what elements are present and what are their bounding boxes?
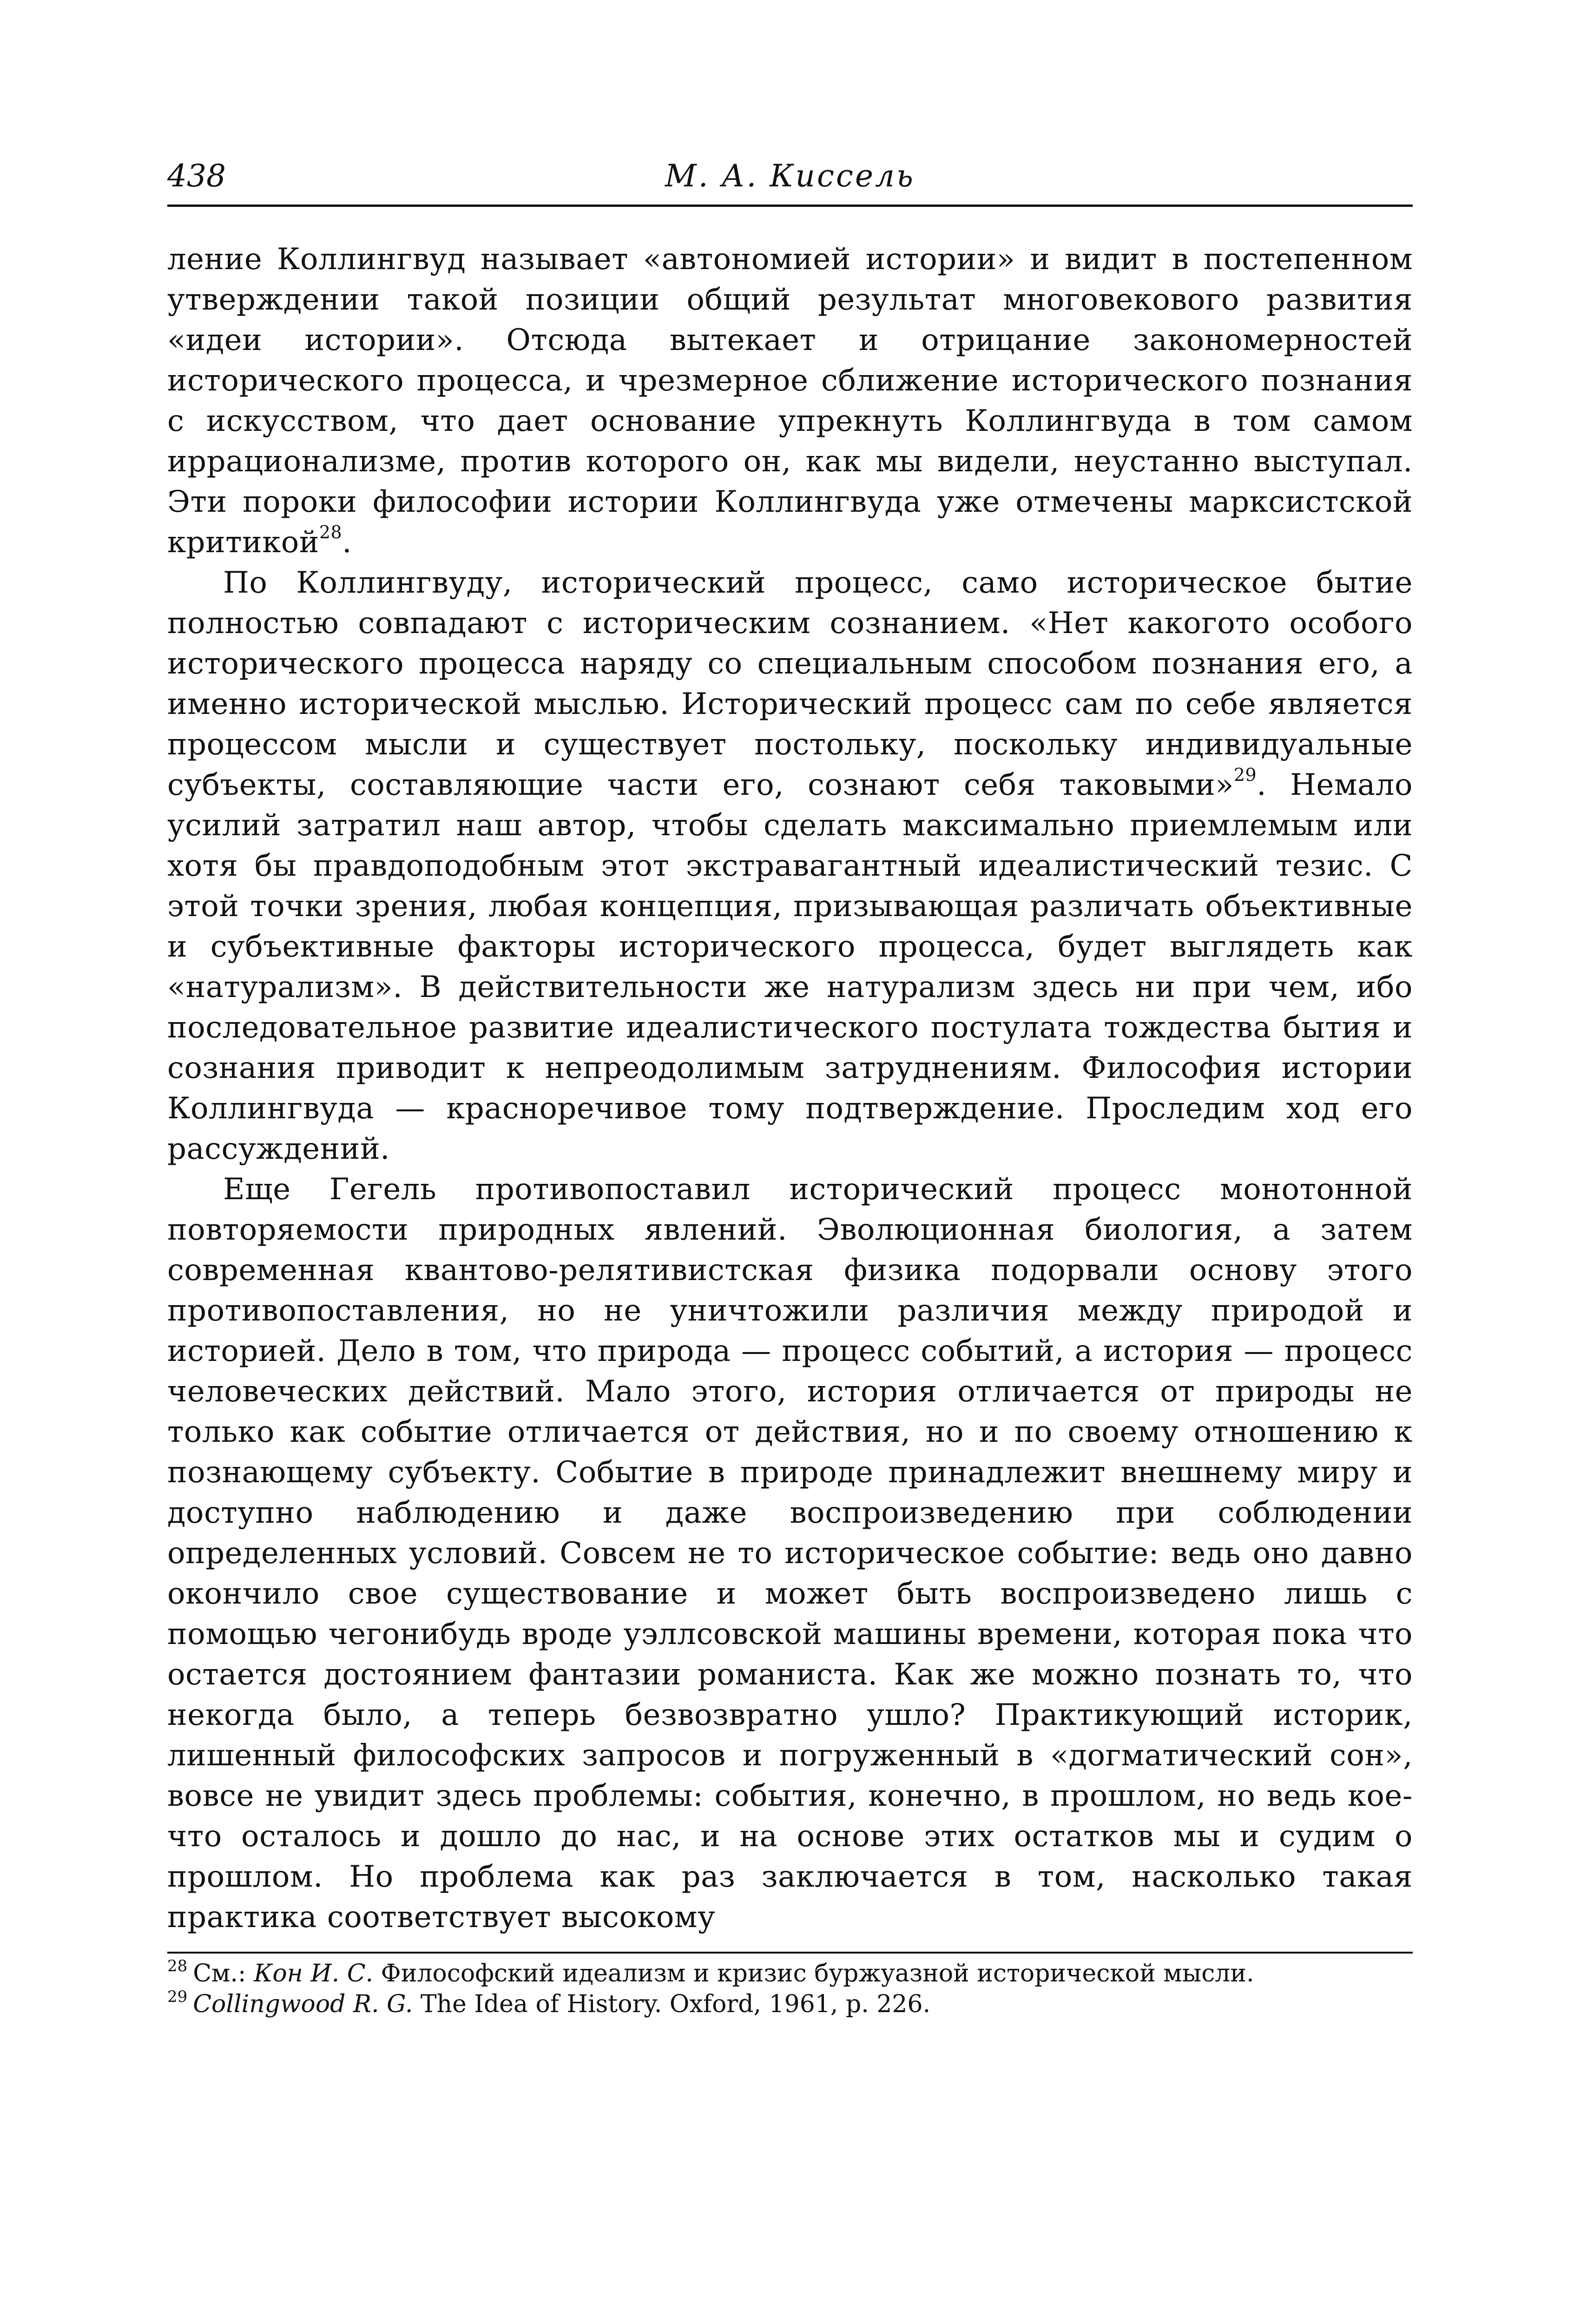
paragraph-text: Еще Гегель противопоставил исторический процесс монотонной повторяемости природных явлений. Эволюционная биология, а затем современная квантово-релятивистская физика подорвали основу этого противопоставления, но не уничтожили различия между природой и историей. Дело в том, что природа — процесс событий, а история — процесс человеческих действий. Мало этого, история отличается от природы не только как событие отличается от действия, но и по своему отношению к познающему субъекту. Событие в природе принадлежит внешнему миру и доступно наблюдению и даже воспроизведению при соблюдении определенных условий. Совсем не то историческое событие: ведь оно давно окончило свое существование и может быть воспроизведено лишь с помощью чегонибудь вроде уэллсовской машины времени, которая пока что остается достоянием фантазии романиста. Как же можно познать то, что некогда было, а теперь безвозвратно ушло? Практикующий историк, лишенный философских запросов и погруженный в «догматический сон», вовсе не увидит здесь проблемы: события, конечно, в прошлом, но ведь кое-что осталось и дошло до нас, и на основе этих остатков мы и судим о прошлом. Но проблема как раз заключается в том, насколько такая практика соответствует высокому bbox=[167, 1172, 1413, 1934]
page-number: 438 bbox=[167, 158, 226, 194]
paragraph-text: . bbox=[342, 525, 352, 560]
paragraph-3 bbox=[167, 1169, 1413, 1938]
footnote-author: Кон И. С. bbox=[254, 1960, 374, 1987]
footnote-text: См.: bbox=[193, 1960, 254, 1987]
paragraph-text: По Коллингвуду, исторический процесс, само историческое бытие полностью совпадают с историческим сознанием. «Нет какогото особого исторического процесса наряду со специальным способом познания его, а именно исторической мыслью. Исторический процесс сам по себе является процессом мысли и существует постольку, поскольку индивидуальные субъекты, составляющие части его, сознают себя таковыми» bbox=[167, 566, 1413, 802]
footnote-29 bbox=[167, 1989, 1413, 2020]
body-text bbox=[167, 239, 1413, 1938]
footnote-author: Collingwood R. G. bbox=[193, 1990, 413, 2018]
footnote-number: 28 bbox=[167, 1957, 188, 1975]
paragraph-2 bbox=[167, 563, 1413, 1169]
running-head bbox=[167, 153, 1413, 207]
paragraph-1 bbox=[167, 239, 1413, 563]
paragraph-text: . Немало усилий затратил наш автор, чтобы сделать максимально приемлемым или хотя бы правдоподобным этот экстравагантный идеалистический тезис. С этой точки зрения, любая концепция, призывающая различать объективные и субъективные факторы исторического процесса, будет выглядеть как «натурализм». В действительности же натурализм здесь ни при чем, ибо последовательное развитие идеалистического постулата тождества бытия и сознания приводит к непреодолимым затруднениям. Философия истории Коллингвуда — красноречивое тому подтверждение. Проследим ход его рассуждений. bbox=[167, 768, 1413, 1166]
footnote-text: Философский идеализм и кризис буржуазной исторической мысли. bbox=[373, 1960, 1254, 1987]
paragraph-text: ление Коллингвуд называет «автономией истории» и видит в постепенном утверждении такой позиции общий результат многовекового развития «идеи истории». Отсюда вытекает и отрицание закономерностей исторического процесса, и чрезмерное сближение исторического познания с искусством, что дает основание упрекнуть Коллингвуда в том самом иррационализме, против которого он, как мы видели, неустанно выступал. Эти пороки философии истории Коллингвуда уже отмечены марксистской критикой bbox=[167, 242, 1413, 560]
footnote-28 bbox=[167, 1958, 1413, 1989]
footnote-text: The Idea of History. Oxford, 1961, p. 226. bbox=[413, 1990, 931, 2018]
footnote-ref[interactable]: 29 bbox=[1233, 765, 1257, 785]
footnote-ref[interactable]: 28 bbox=[319, 522, 342, 542]
footnote-number: 29 bbox=[167, 1987, 188, 2006]
footnotes bbox=[167, 1952, 1413, 2020]
running-title: М. А. Киссель bbox=[665, 158, 915, 194]
book-page bbox=[167, 153, 1413, 2020]
